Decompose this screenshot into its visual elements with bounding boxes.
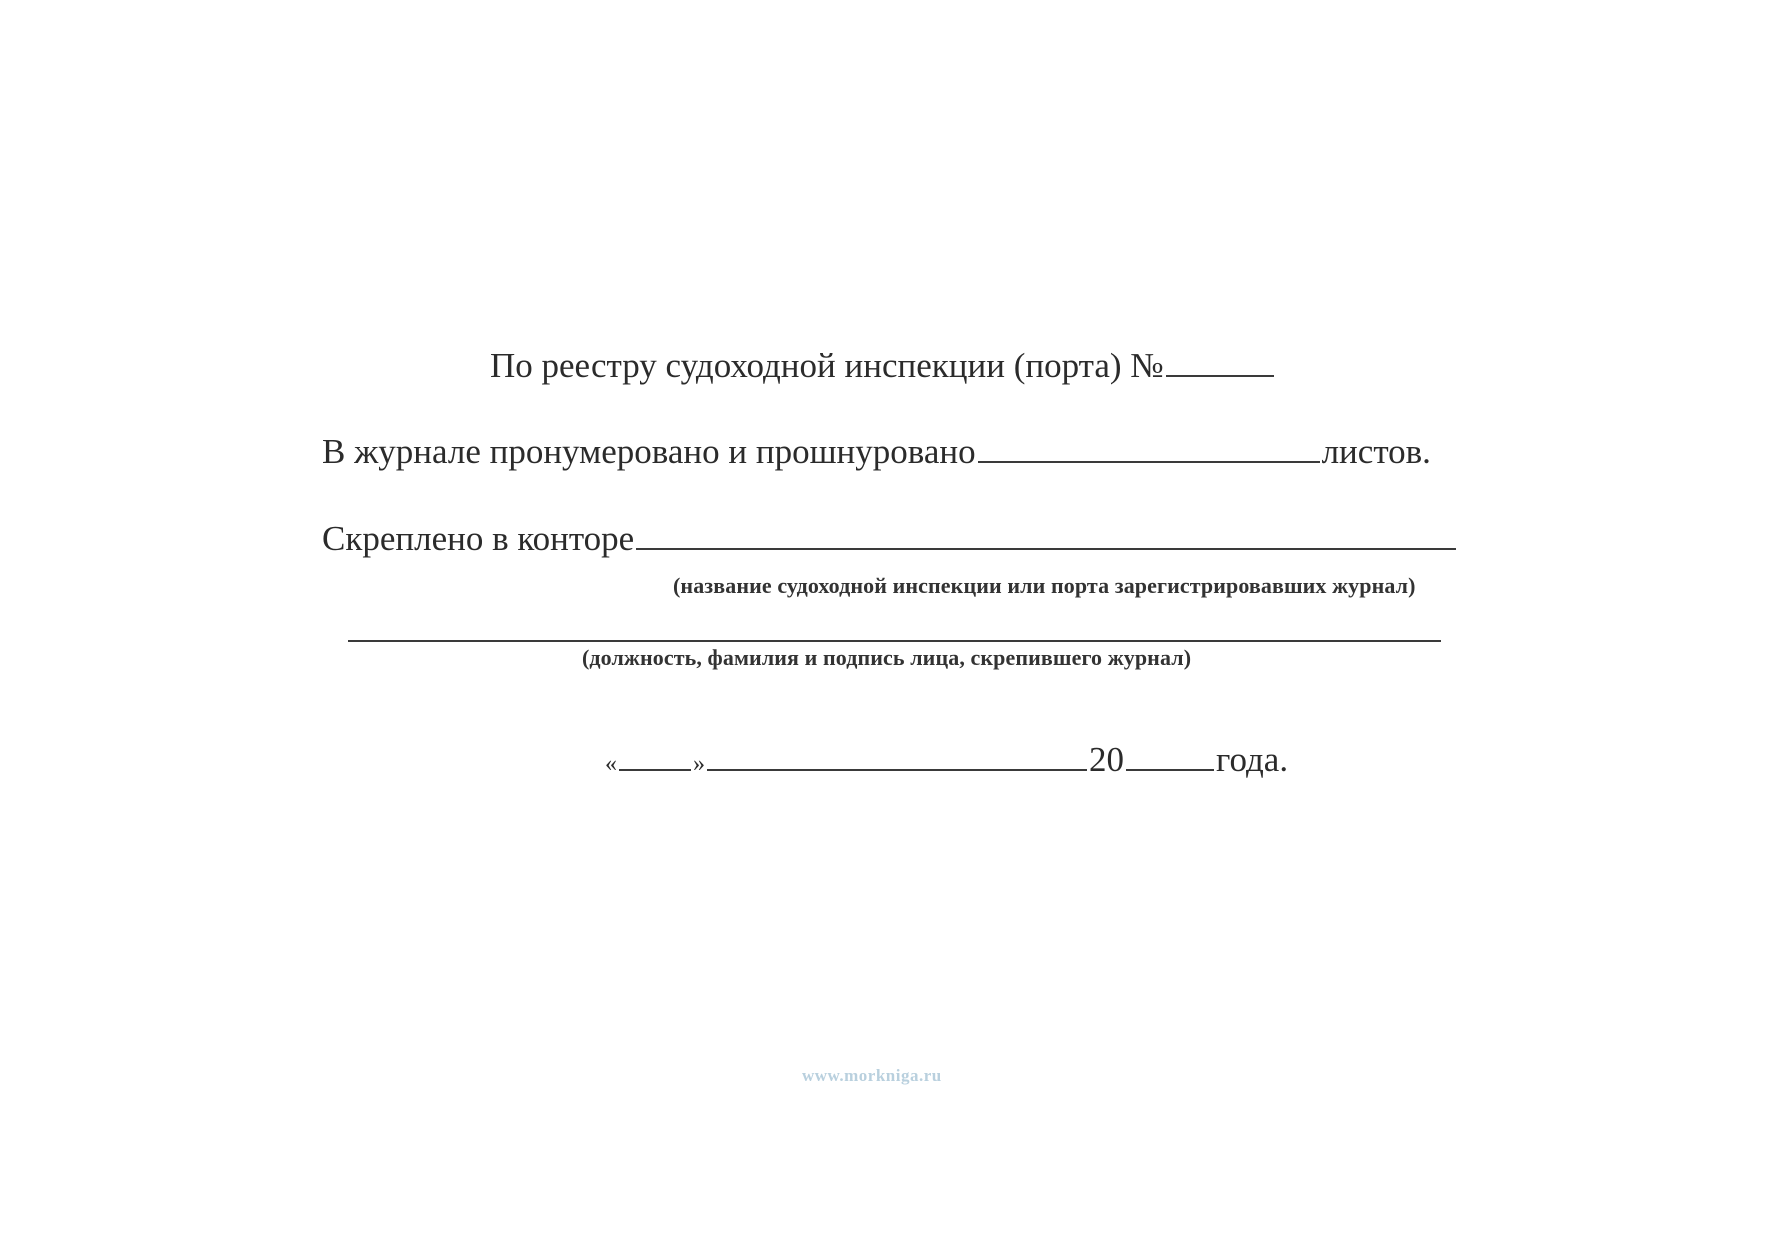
date-close-quote: » — [693, 751, 705, 777]
date-century: 20 — [1089, 740, 1124, 779]
month-blank[interactable] — [707, 769, 1087, 771]
office-label: Скреплено в конторе — [322, 519, 635, 558]
sheets-label: В журнале пронумеровано и прошнуровано — [322, 432, 976, 471]
sheets-suffix: листов. — [1321, 432, 1431, 471]
registry-label: По реестру судоходной инспекции (порта) № — [490, 346, 1164, 385]
date-line — [605, 740, 1288, 784]
watermark: www.morkniga.ru — [802, 1066, 942, 1085]
office-name-blank[interactable] — [636, 548, 1456, 550]
office-line — [322, 519, 1458, 559]
sheets-count-blank[interactable] — [978, 461, 1320, 463]
sheets-line — [322, 432, 1431, 472]
year-blank[interactable] — [1126, 769, 1214, 771]
registry-number-blank[interactable] — [1166, 375, 1274, 377]
date-year-word: года. — [1216, 740, 1289, 779]
registry-line — [490, 346, 1276, 386]
signature-caption: (должность, фамилия и подпись лица, скрепившего журнал) — [582, 645, 1192, 670]
day-blank[interactable] — [619, 769, 691, 771]
date-open-quote: « — [605, 751, 617, 777]
office-caption: (название судоходной инспекции или порта зарегистрировавших журнал) — [673, 573, 1416, 598]
signature-blank[interactable] — [348, 640, 1441, 642]
